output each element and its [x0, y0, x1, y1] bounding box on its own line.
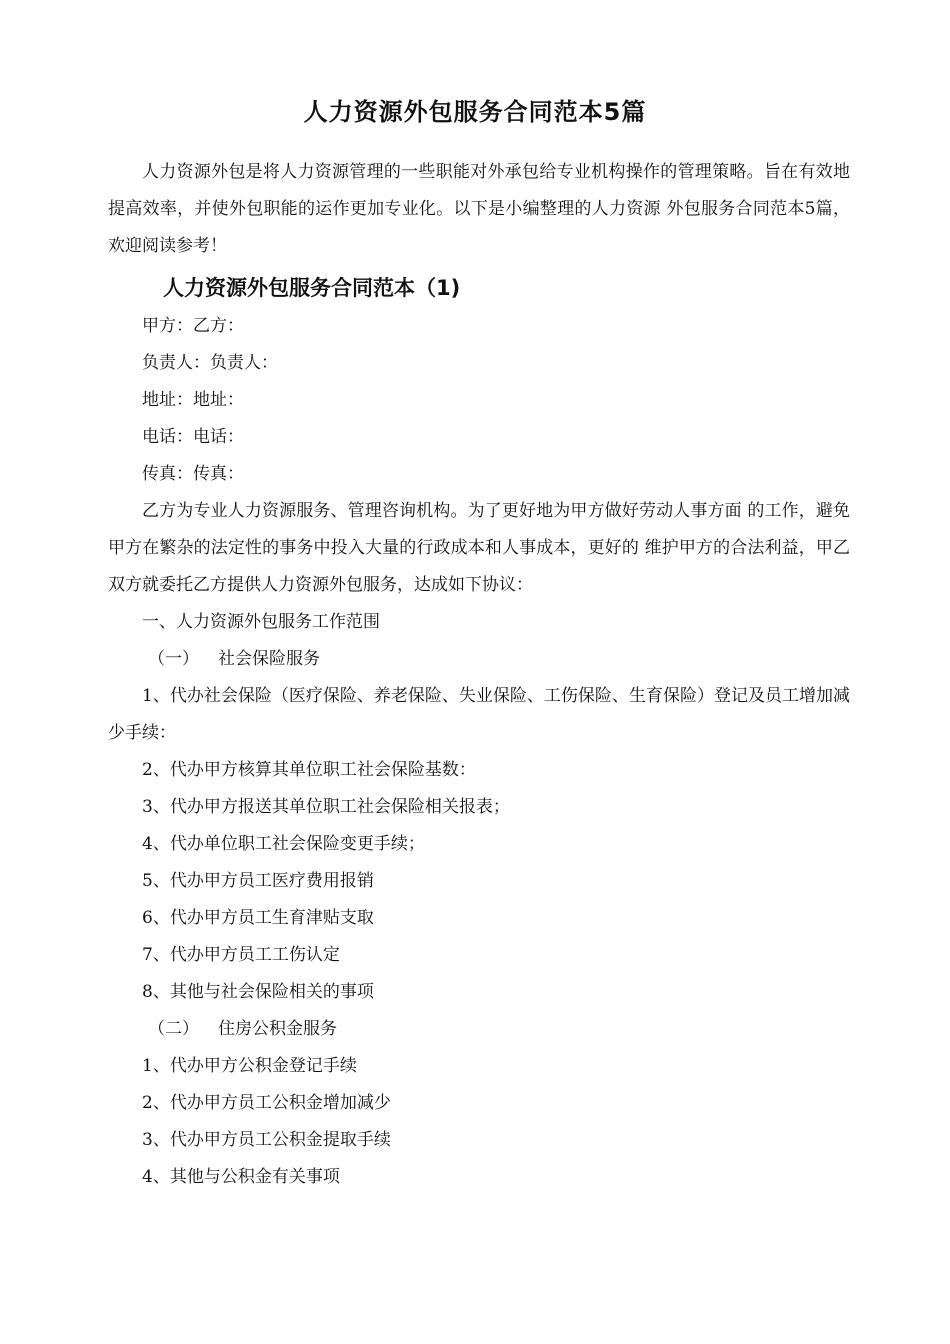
subsection-label: 住房公积金服务 [218, 1019, 337, 1039]
list-item: 2、代办甲方员工公积金增加减少 [142, 1093, 391, 1113]
list-item: 2、代办甲方核算其单位职工社会保险基数： [142, 760, 476, 780]
subsection-social-insurance [108, 641, 850, 678]
list-item: 3、代办甲方员工公积金提取手续 [142, 1130, 391, 1150]
list-item: 4、其他与公积金有关事项 [142, 1167, 340, 1187]
subsection-housing-fund [108, 1011, 850, 1048]
party-line: 甲方：乙方： [142, 316, 244, 336]
party-line: 传真：传真： [142, 464, 244, 484]
document-title: 人力资源外包服务合同范本5篇 [303, 98, 647, 126]
section-heading: 人力资源外包服务合同范本（1) [163, 276, 461, 300]
subsection-number: （二） [148, 1019, 199, 1039]
list-item: 4、代办单位职工社会保险变更手续； [142, 834, 425, 854]
contract-body [108, 308, 850, 1196]
list-item: 6、代办甲方员工生育津贴支取 [142, 908, 374, 928]
subsection-label: 社会保险服务 [218, 649, 320, 669]
party-line: 电话：电话： [142, 427, 244, 447]
intro-paragraph: 人力资源外包是将人力资源管理的一些职能对外承包给专业机构操作的管理策略。旨在有效地提高效率，并使外包职能的运作更加专业化。以下是小编整理的人力资源 外包服务合同范本5篇，欢迎阅读参考！ [108, 162, 850, 256]
list-item: 7、代办甲方员工工伤认定 [142, 945, 340, 965]
subsection-number: （一） [148, 649, 199, 669]
party-line: 负责人：负责人： [142, 353, 278, 373]
list-item: 5、代办甲方员工医疗费用报销 [142, 871, 374, 891]
list-item: 1、代办甲方公积金登记手续 [142, 1056, 357, 1076]
list-item: 1、代办社会保险（医疗保险、养老保险、失业保险、工伤保险、生育保险）登记及员工增加减少手续： [108, 686, 850, 743]
list-item: 8、其他与社会保险相关的事项 [142, 982, 374, 1002]
party-line: 地址：地址： [142, 390, 244, 410]
list-item: 3、代办甲方报送其单位职工社会保险相关报表； [142, 797, 510, 817]
preamble-paragraph: 乙方为专业人力资源服务、管理咨询机构。为了更好地为甲方做好劳动人事方面 的工作，避免甲方在繁杂的法定性的事务中投入大量的行政成本和人事成本，更好的 维护甲方的合法利益，甲乙双方就委托乙方提供人力资源外包服务，达成如下协议： [108, 501, 850, 595]
scope-heading: 一、人力资源外包服务工作范围 [142, 612, 380, 632]
